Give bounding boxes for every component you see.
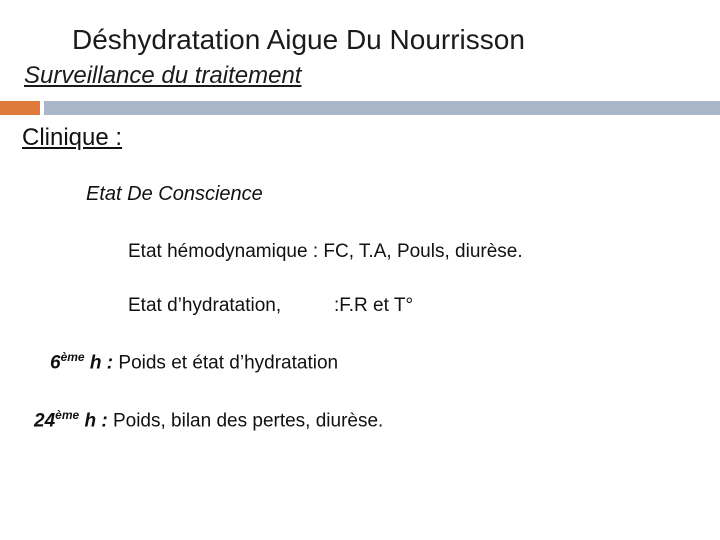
line-6h-text: Poids et état d’hydratation — [118, 352, 339, 374]
line-6h-h: h : — [84, 352, 119, 374]
line-6h-sup: ème — [60, 350, 85, 364]
item-conscience: Etat De Conscience — [86, 183, 263, 205]
accent-bar-grey — [44, 101, 720, 115]
line-24h-text: Poids, bilan des pertes, diurèse. — [112, 410, 384, 432]
item-hemodynamique: Etat hémodynamique : FC, T.A, Pouls, diurèse. — [128, 241, 523, 262]
line-6h-num: 6 — [50, 352, 61, 374]
slide-subtitle: Surveillance du traitement — [24, 62, 302, 89]
slide-title: Déshydratation Aigue Du Nourrisson — [72, 24, 525, 55]
item-hydratation: Etat d’hydratation, — [128, 295, 282, 316]
line-24h-num: 24 — [34, 410, 56, 432]
item-hydratation-detail: :F.R et T° — [334, 295, 414, 316]
line-24h — [34, 408, 383, 432]
line-24h-sup: ème — [55, 408, 80, 422]
section-heading: Clinique : — [22, 124, 123, 151]
line-24h-h: h : — [79, 410, 113, 432]
accent-bar-orange — [0, 101, 40, 115]
line-6h — [50, 350, 338, 374]
